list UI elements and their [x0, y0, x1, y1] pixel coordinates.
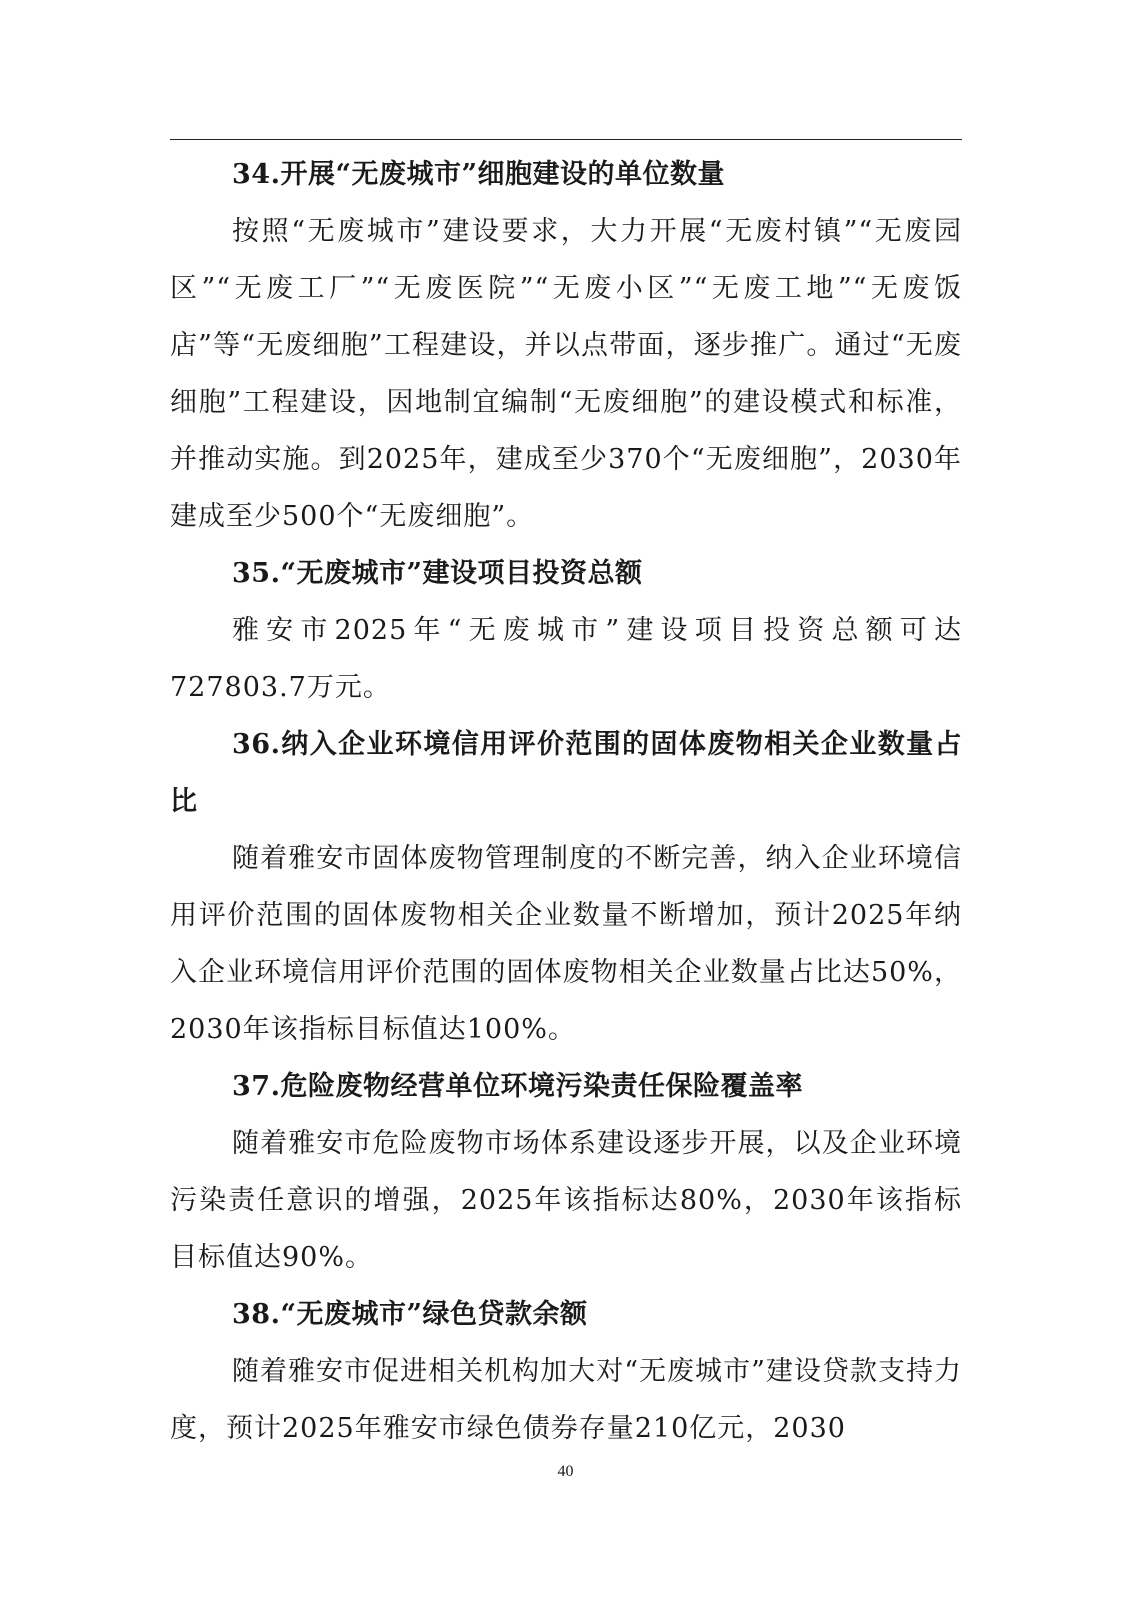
- section-34-body: 按照“无废城市”建设要求，大力开展“无废村镇”“无废园区”“无废工厂”“无废医院”“无废小区”“无废工地”“无废饭店”等“无废细胞”工程建设，并以点带面，逐步推广。通过“无废细胞”工程建设，因地制宜编制“无废细胞”的建设模式和标准，并推动实施。到2025年，建成至少370个“无废细胞”，2030年建成至少500个“无废细胞”。: [170, 216, 962, 532]
- section-35-heading: 35.“无废城市”建设项目投资总额: [232, 558, 643, 589]
- section-36-heading: 36.纳入企业环境信用评价范围的固体废物相关企业数量占比: [170, 729, 962, 817]
- section-36-body: 随着雅安市固体废物管理制度的不断完善，纳入企业环境信用评价范围的固体废物相关企业数量不断增加，预计2025年纳入企业环境信用评价范围的固体废物相关企业数量占比达50%，2030年该指标目标值达100%。: [170, 843, 962, 1045]
- section-38-heading: 38.“无废城市”绿色贷款余额: [232, 1299, 588, 1330]
- section-35-body: 雅安市2025年“无废城市”建设项目投资总额可达727803.7万元。: [170, 615, 962, 703]
- header-rule: [170, 139, 962, 140]
- section-34-heading: 34.开展“无废城市”细胞建设的单位数量: [232, 159, 726, 190]
- section-37-body: 随着雅安市危险废物市场体系建设逐步开展，以及企业环境污染责任意识的增强，2025年该指标达80%，2030年该指标目标值达90%。: [170, 1128, 962, 1273]
- section-37-heading: 37.危险废物经营单位环境污染责任保险覆盖率: [232, 1071, 803, 1102]
- document-body: [170, 146, 962, 1457]
- section-38-body: 随着雅安市促进相关机构加大对“无废城市”建设贷款支持力度，预计2025年雅安市绿色债券存量210亿元，2030: [170, 1356, 962, 1444]
- page-number: 40: [557, 1463, 574, 1480]
